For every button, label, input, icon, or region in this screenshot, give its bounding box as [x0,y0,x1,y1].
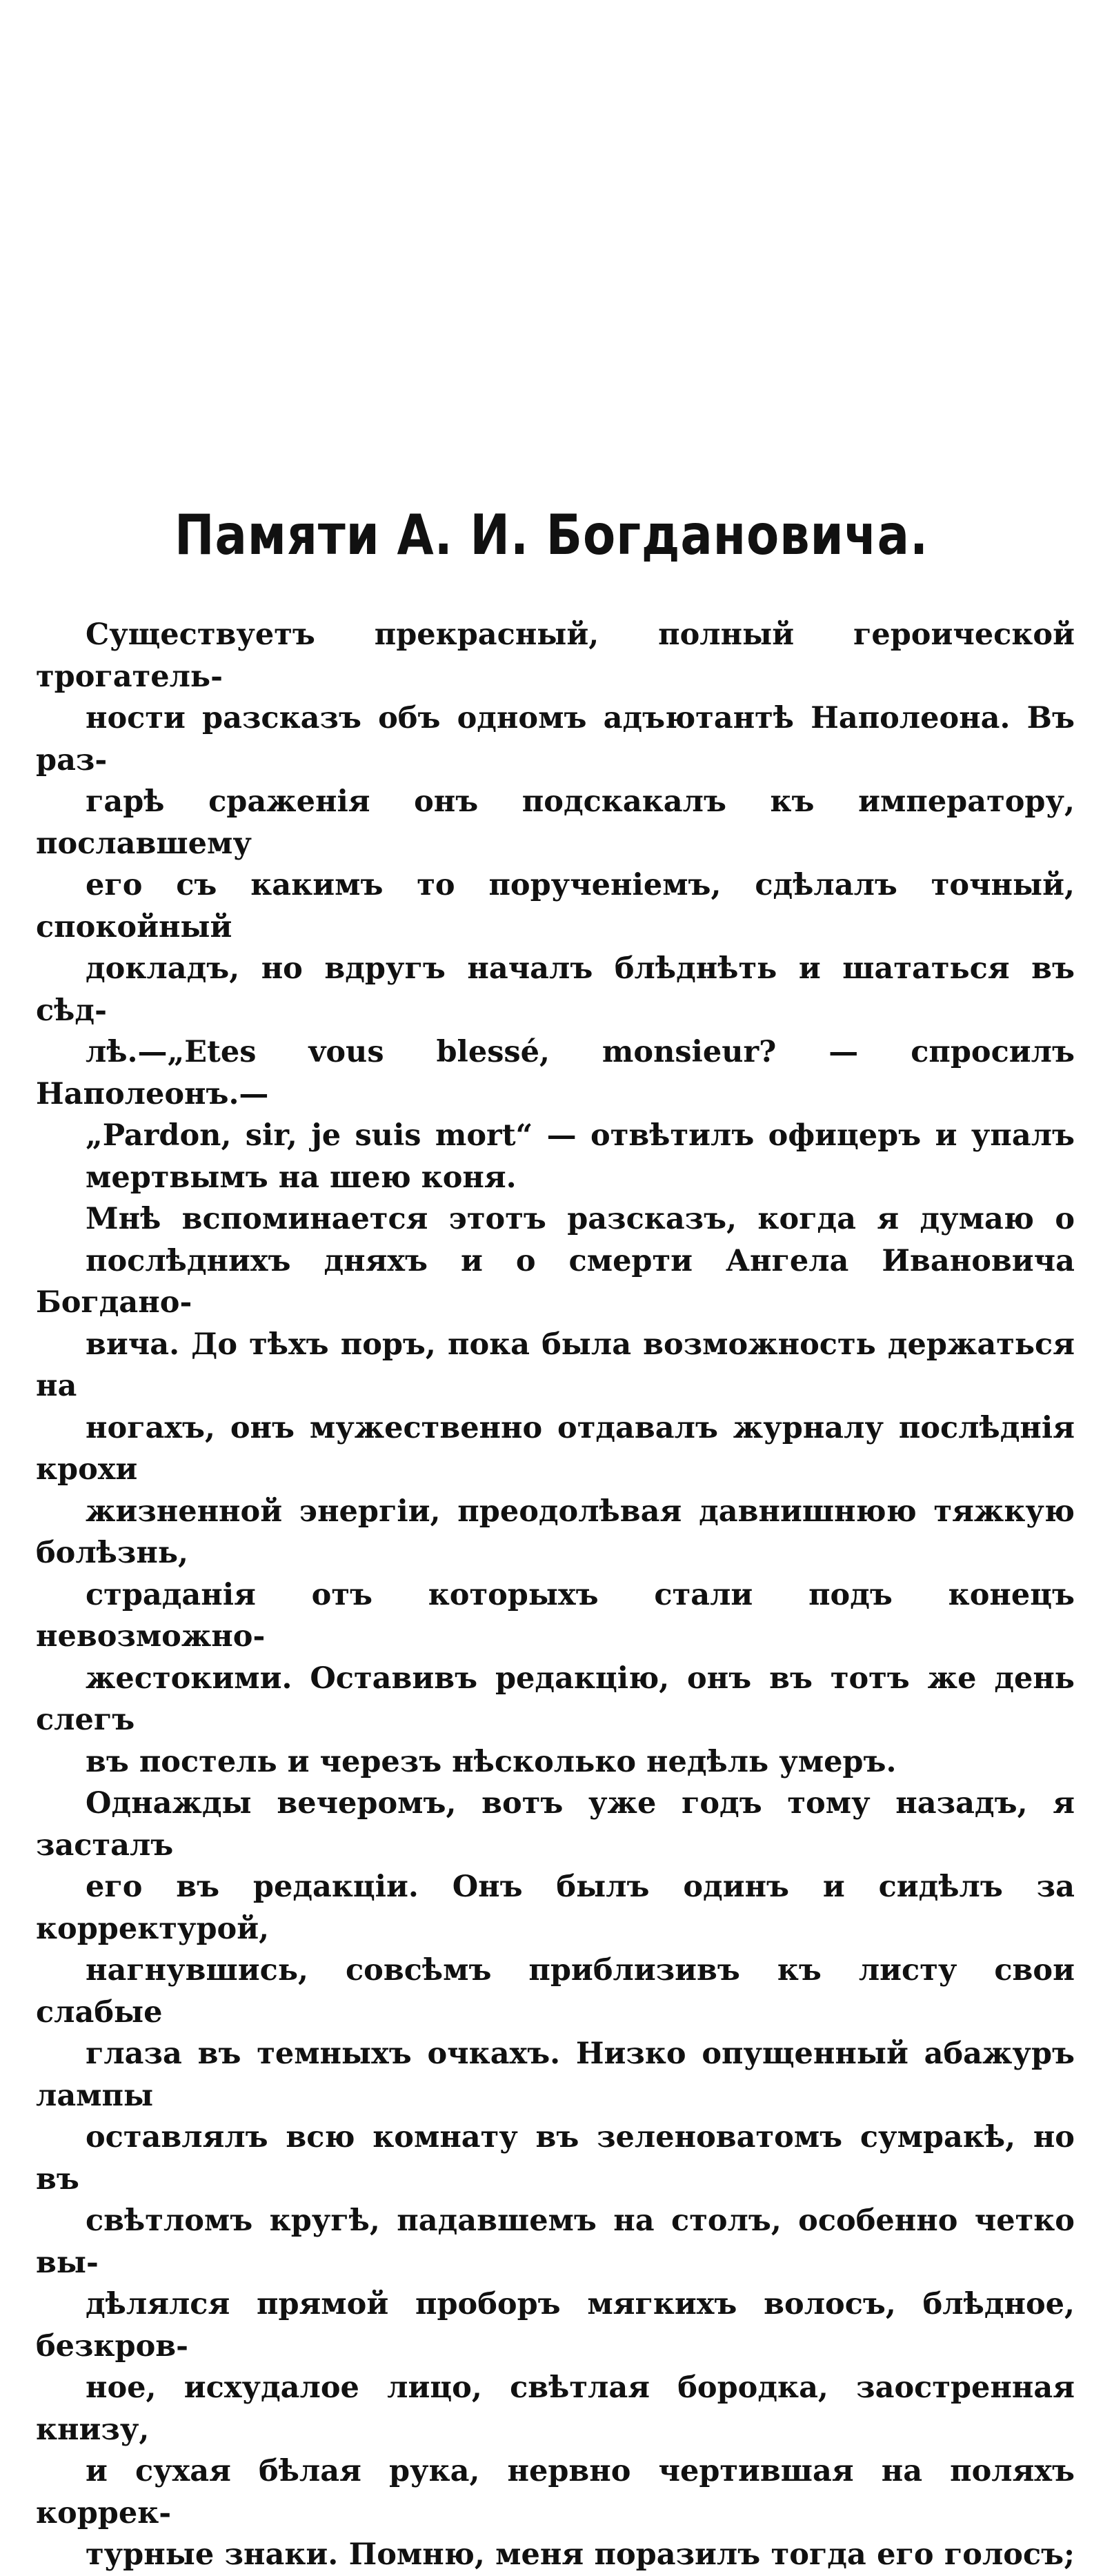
text-line: оставлялъ всю комнату въ зеленоватомъ сумракѣ, но въ [36,2120,1075,2197]
text-line: глаза въ темныхъ очкахъ. Низко опущенный абажуръ лампы [36,2037,1075,2113]
text-line: Мнѣ вспоминается этотъ разсказъ, когда я думаю о [86,1202,1075,1236]
paragraph-2 [36,1198,1075,1783]
text-line: нагнувшись, совсѣмъ приблизивъ къ листу свои слабые [36,1953,1075,2030]
paragraph-3 [36,1783,1075,2576]
text-line: вича. До тѣхъ поръ, пока была возможность держаться на [36,1327,1075,1403]
text-line: жестокими. Оставивъ редакцію, онъ въ тотъ же день слегъ [36,1661,1075,1737]
text-line: мертвымъ на шею коня. [86,1160,517,1195]
text-line: ности разсказъ объ одномъ адъютантѣ Наполеона. Въ раз- [36,701,1075,777]
text-line: дѣлялся прямой проборъ мягкихъ волосъ, блѣдное, безкров- [36,2287,1075,2364]
text-line: Однажды вечеромъ, вотъ уже годъ тому назадъ, я засталъ [36,1786,1075,1863]
text-line: турные знаки. Помню, меня поразилъ тогда его голосъ; [86,2537,1075,2572]
text-line: его въ редакціи. Онъ былъ одинъ и сидѣлъ за корректурой, [36,1870,1075,1946]
page-title: Памяти А. И. Богдановича. [175,503,928,567]
text-line: въ постель и черезъ нѣсколько недѣль умеръ. [86,1744,897,1779]
text-line: страданія отъ которыхъ стали подъ конецъ невозможно- [36,1577,1075,1654]
text-line: ное, исхудалое лицо, свѣтлая бородка, заостренная книзу, [36,2370,1075,2447]
text-line: жизненной энергіи, преодолѣвая давнишнюю тяжкую болѣзнь, [36,1494,1075,1570]
article-body [36,614,1075,2576]
text-line: „Pardon, sir, je suis mort“ — отвѣтилъ офицеръ и упалъ [86,1118,1075,1153]
text-line: докладъ, но вдругъ началъ блѣднѣть и шататься въ сѣд- [36,951,1075,1028]
text-line: послѣднихъ дняхъ и о смерти Ангела Ивановича Богдано- [36,1243,1075,1320]
paragraph-1 [36,614,1075,1198]
text-line: и сухая бѣлая рука, нервно чертившая на поляхъ коррек- [36,2454,1075,2530]
text-line: свѣтломъ кругѣ, падавшемъ на столъ, особенно четко вы- [36,2203,1075,2280]
text-line: гарѣ сраженія онъ подскакалъ къ императору, пославшему [36,784,1075,861]
text-line: ногахъ, онъ мужественно отдавалъ журналу послѣднія крохи [36,1410,1075,1487]
text-line: его съ какимъ то порученіемъ, сдѣлалъ точный, спокойный [36,868,1075,944]
text-line: лѣ.—„Etes vous blessé, monsieur? — спросилъ Наполеонъ.— [36,1035,1075,1111]
text-line: Существуетъ прекрасный, полный героической трогатель- [36,617,1075,694]
